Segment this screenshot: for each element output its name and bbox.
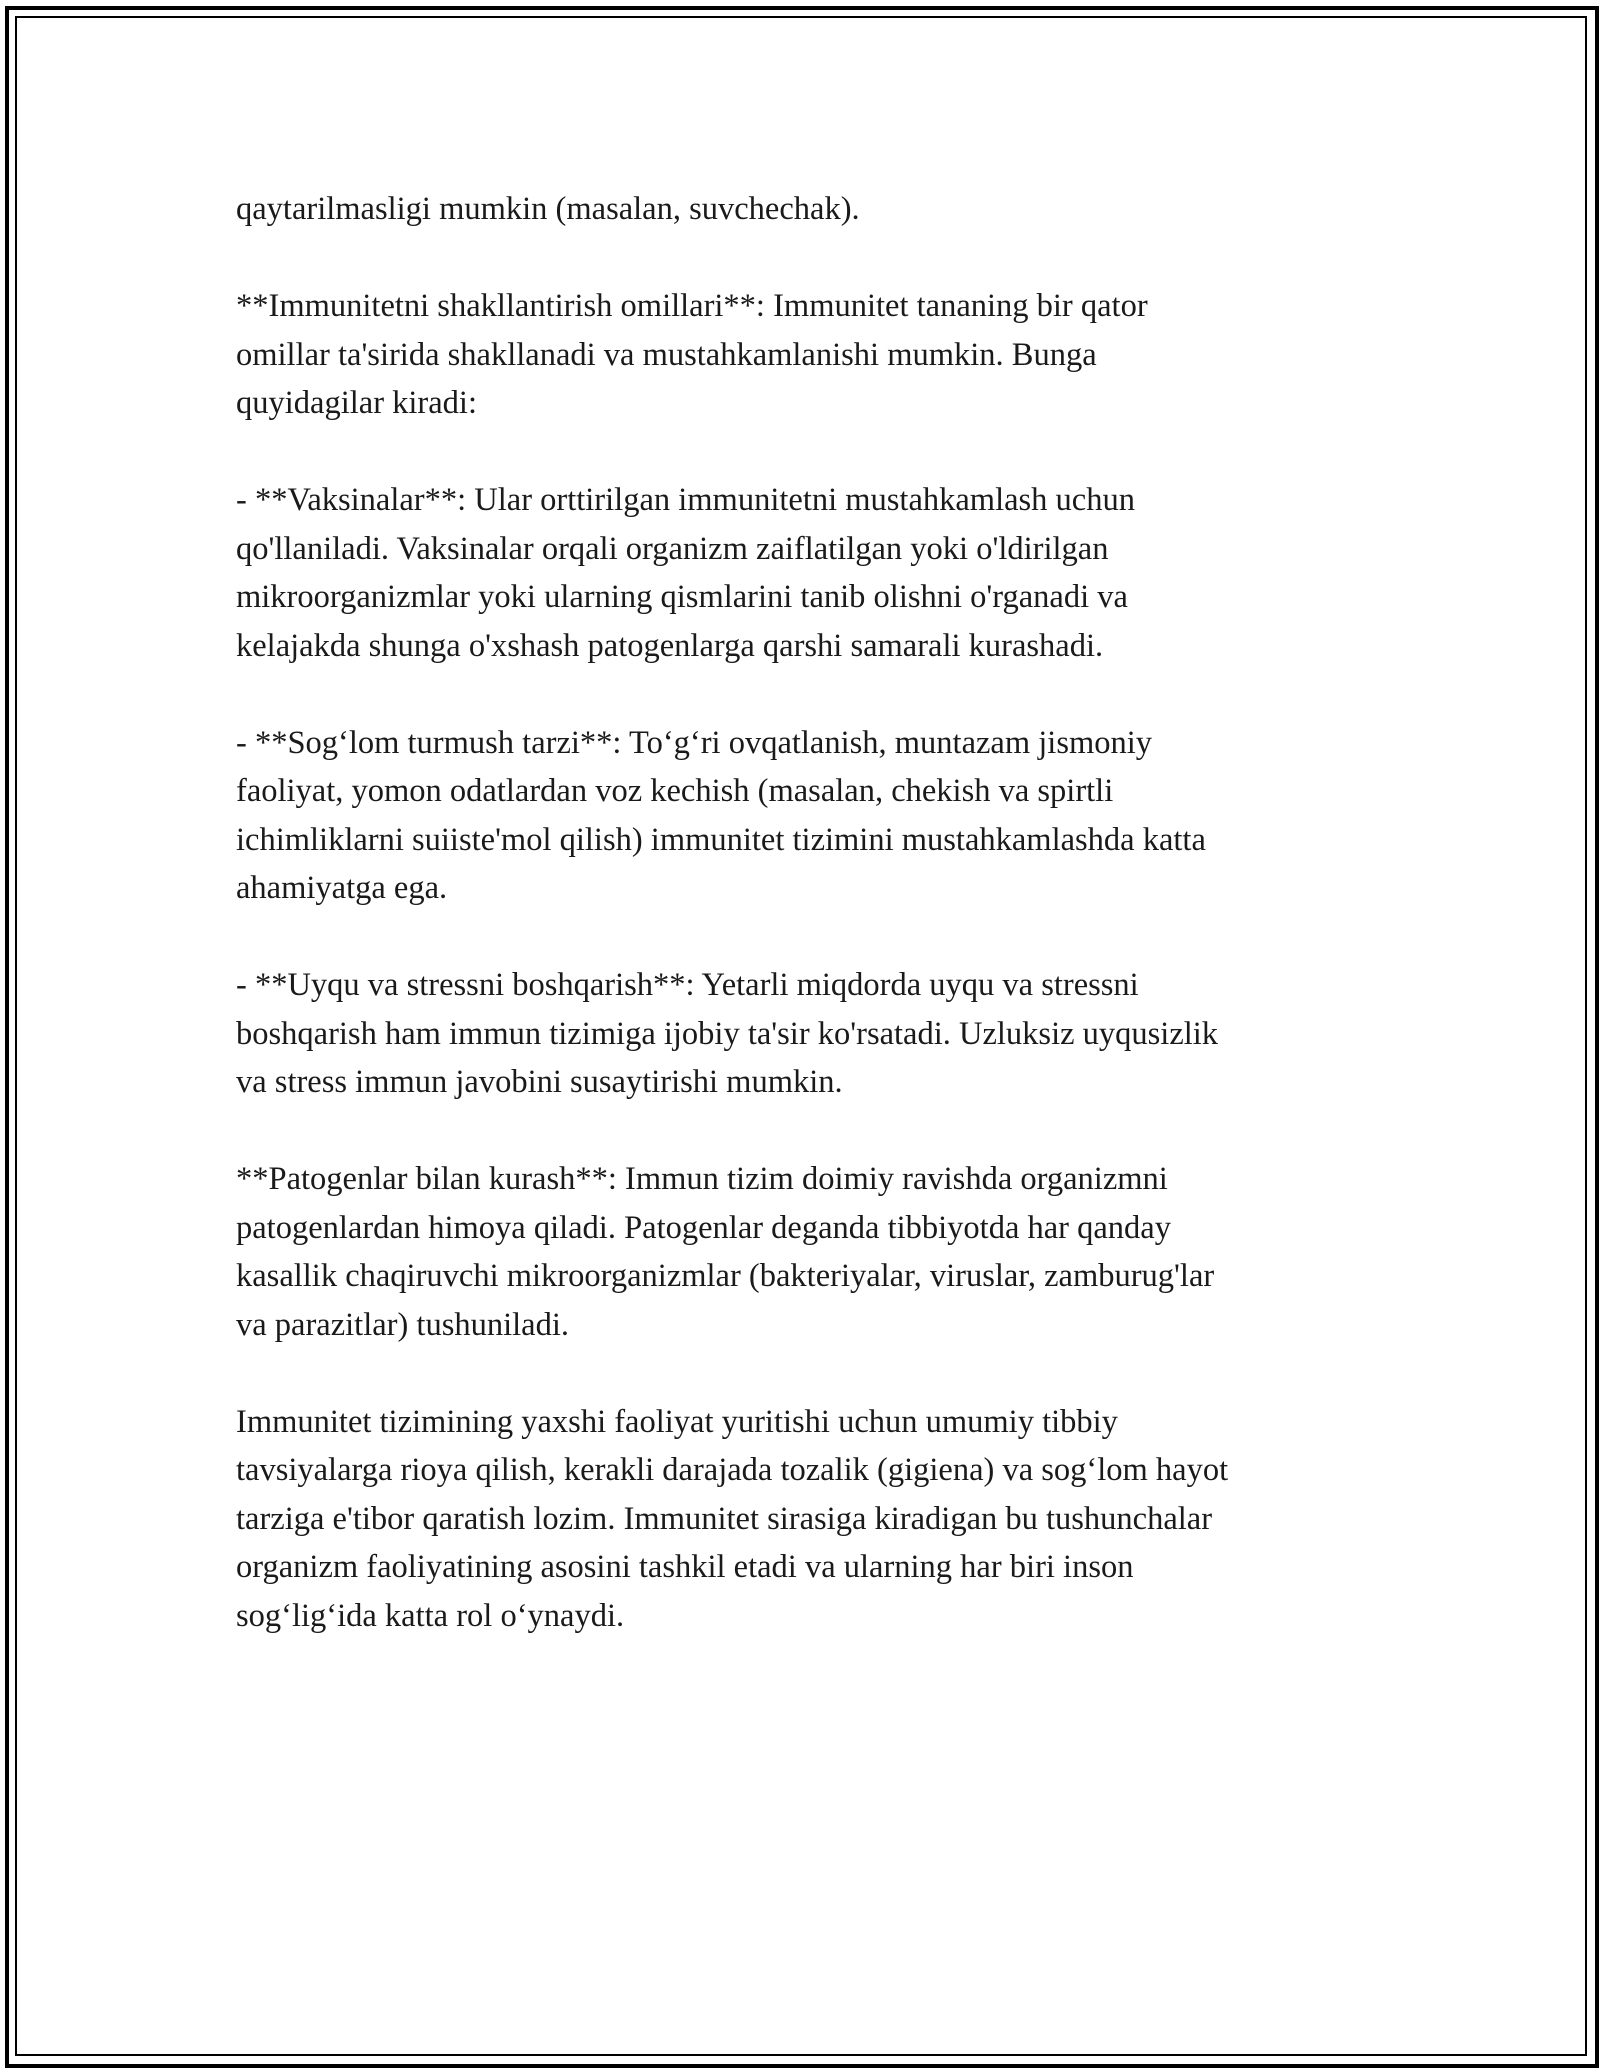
paragraph-intro-continuation: qaytarilmasligi mumkin (masalan, suvchechak). [236,191,860,227]
list-item-sleep-stress: - **Uyqu va stressni boshqarish**: Yetarli miqdorda uyqu va stressni boshqarish ham immun tizimiga ijobiy ta'sir ko'rsatadi. Uzluksiz uyqusizlik va stress immun javobini susaytirishi mumkin. [236,967,1219,1100]
paragraph-immunity-factors: **Immunitetni shakllantirish omillari**: Immunitet tananing bir qator omillar ta'sirida shakllanadi va mustahkamlanishi mumkin. Bunga quyidagilar kiradi: [236,288,1148,421]
paragraph-conclusion: Immunitet tizimining yaxshi faoliyat yuritishi uchun umumiy tibbiy tavsiyalarga rioya qilish, kerakli darajada tozalik (gigiena) va sog‘lom hayot tarziga e'tibor qaratish lozim. Immunitet sirasiga kiradigan bu tushunchalar organizm faoliyatining asosini tashkil etadi va ularning har biri inson sog‘lig‘ida katta rol o‘ynaydi. [236,1403,1229,1634]
list-item-healthy-lifestyle: - **Sog‘lom turmush tarzi**: To‘g‘ri ovqatlanish, muntazam jismoniy faoliyat, yomon odatlardan voz kechish (masalan, chekish va spirtli ichimliklarni suiiste'mol qilish) immunitet tizimini mustahkamlashda katta ahamiyatga ega. [236,724,1206,906]
paragraph-pathogens: **Patogenlar bilan kurash**: Immun tizim doimiy ravishda organizmni patogenlardan himoya qiladi. Patogenlar deganda tibbiyotda har qanday kasallik chaqiruvchi mikroorganizmlar (bakteriyalar, viruslar, zamburug'lar va parazitlar) tushuniladi. [236,1161,1215,1343]
list-item-vaccines: - **Vaksinalar**: Ular orttirilgan immunitetni mustahkamlash uchun qo'llaniladi. Vaksinalar orqali organizm zaiflatilgan yoki o'ldirilgan mikroorganizmlar yoki ularning qismlarini tanib olishni o'rganadi va kelajakda shunga o'xshash patogenlarga qarshi samarali kurashadi. [236,482,1135,664]
document-body [236,185,1366,1689]
